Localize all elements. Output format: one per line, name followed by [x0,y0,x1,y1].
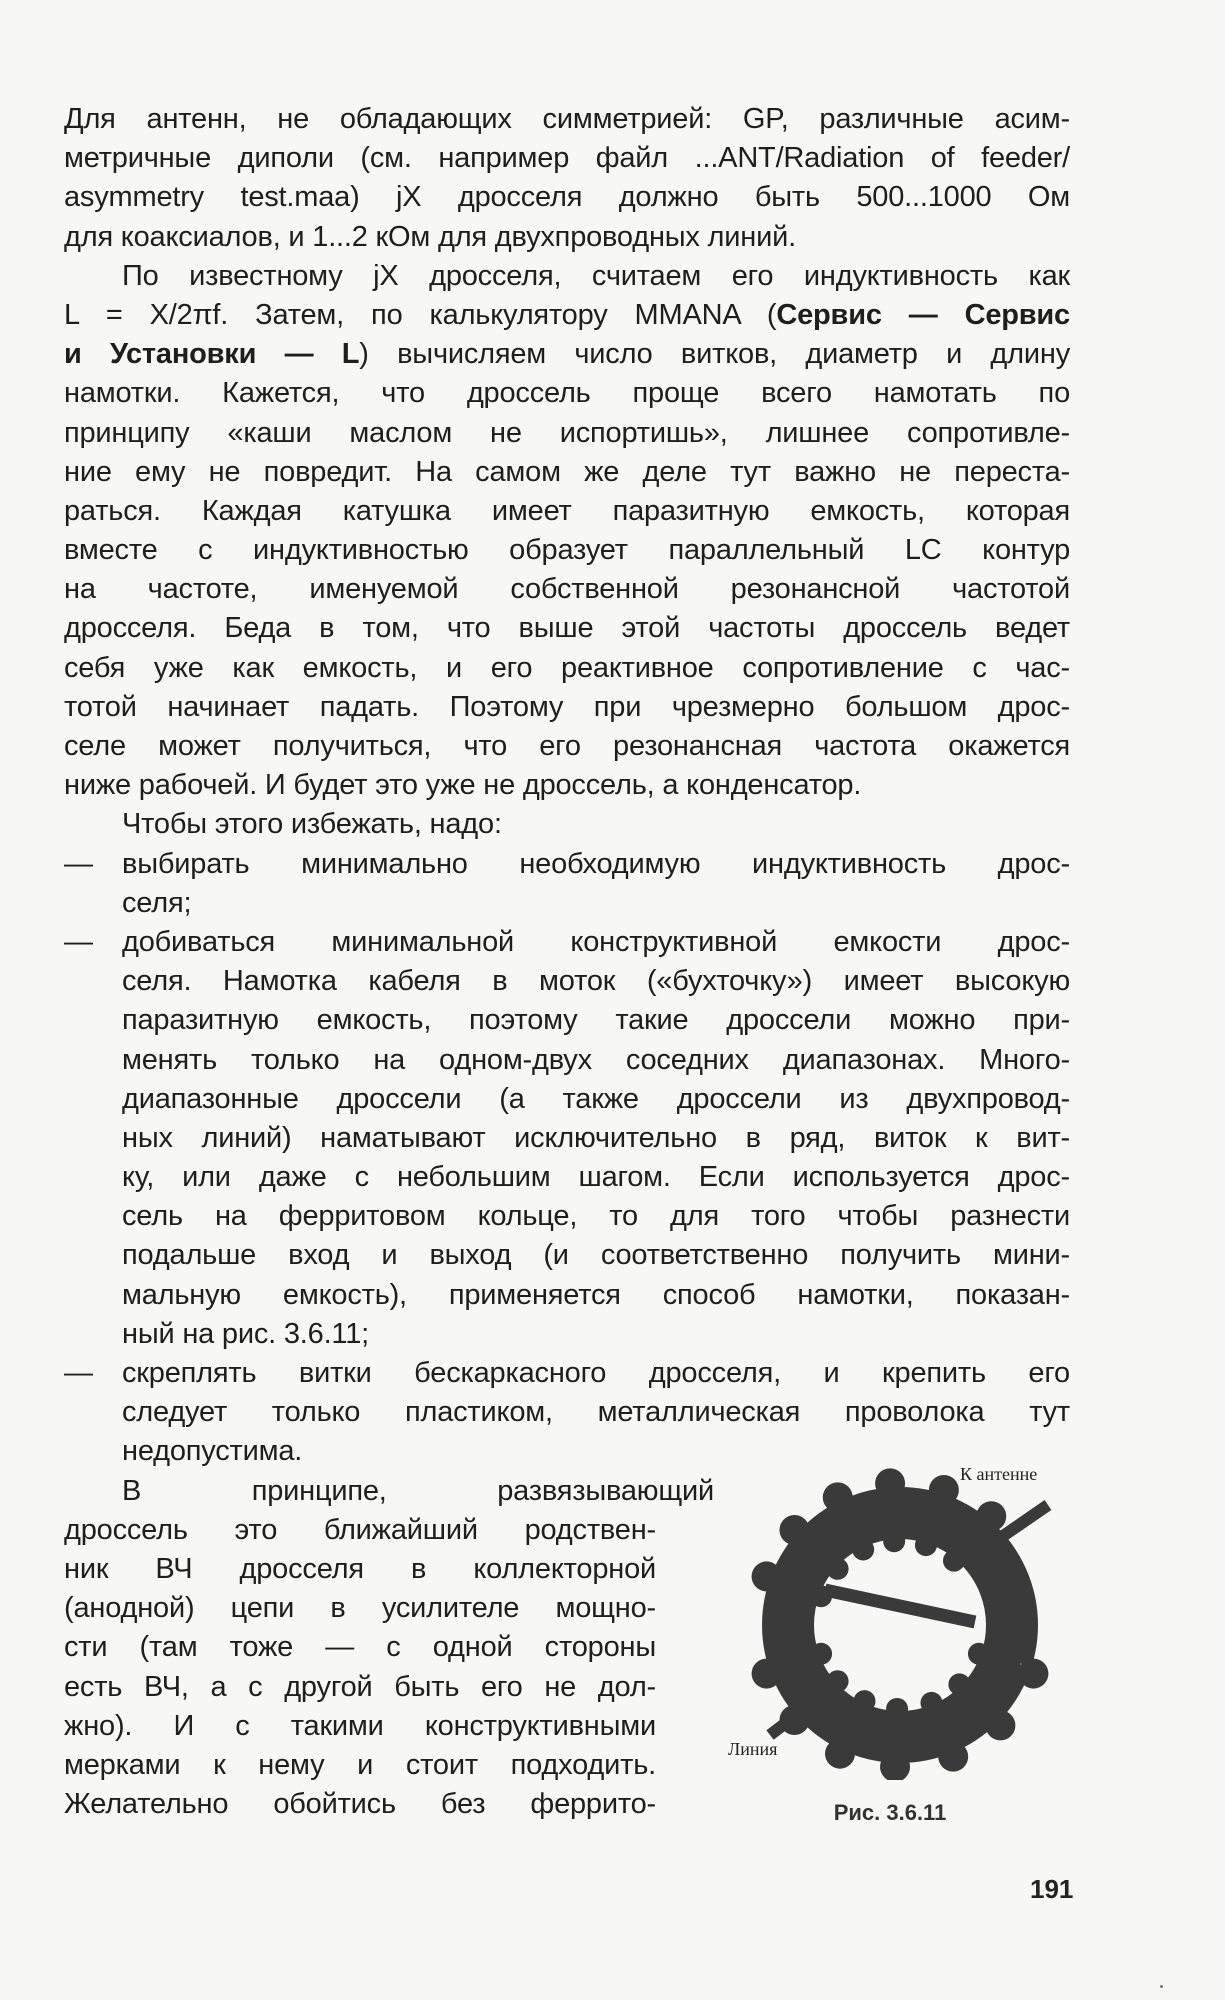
winding-turn-inner [920,1692,942,1714]
line-text: Чтобы этого избежать, надо: [122,808,502,841]
text-line [64,1707,656,1746]
line-text: на частоте, именуемой собственной резонансной частотой [64,573,1070,606]
line-text: намотки. Кажется, что дроссель проще всего намотать по [64,377,1070,410]
text-line [64,766,1070,805]
line-text: диапазонные дроссели (а также дроссели из двухпровод- [122,1082,1070,1115]
text-line [64,178,1070,217]
line-text: дросселя. Беда в том, что выше этой частоты дроссель ведет [64,612,1070,645]
line-text: выбирать минимально необходимую индуктивность дрос- [122,847,1070,880]
line-text: принципу «каши маслом не испортишь», лишнее сопротивле- [64,416,1070,449]
winding-turn-inner [948,1673,970,1695]
line-text: мальную емкость), применяется способ намотки, показан- [122,1278,1070,1311]
line-text: селе может получиться, что его резонансная частота окажется [64,730,1070,762]
text-line [64,1354,1070,1393]
figure-caption: Рис. 3.6.11 [833,1800,947,1825]
text-line [64,1276,1070,1315]
text-line [64,649,1070,688]
winding-turn-inner [943,1550,965,1572]
text-line [64,884,1070,923]
text-line [64,688,1070,727]
line-text: сель на ферритовом кольце, то для того чтобы разнести [122,1200,1070,1233]
text-line [64,492,1070,531]
winding-turn-inner [827,1558,849,1580]
text-line [64,1785,656,1824]
line-text: жно). И с такими конструктивными [64,1709,656,1742]
text-line [64,1001,1070,1040]
text-line [64,923,1070,962]
text-line [64,609,1070,648]
line-text: ние ему не повредит. На самом же деле тут важно не переста- [64,455,1070,488]
text-line [64,727,1070,766]
line-text: паразитную емкость, поэтому такие дроссели можно при- [122,1004,1070,1037]
line-text: селя; [122,886,192,919]
line-text: asymmetry test.maa) jX дросселя должно быть 500...1000 Ом [64,181,1070,214]
toroid-choke-icon [690,1450,1090,1780]
text-line [64,1393,1070,1432]
line-text: раться. Каждая катушка имеет паразитную емкость, которая [64,494,1070,527]
line-text: следует только пластиком, металлическая проволока тут [122,1396,1070,1429]
winding-turn-inner [852,1539,874,1561]
text-line [64,1511,656,1550]
bold-menu-path: и Установки — L [64,338,360,371]
line-label: Линия [728,1739,778,1759]
text-line [64,218,1070,257]
line-text: Желательно обойтись без феррито- [64,1788,656,1821]
bullet-dash: — [64,1357,93,1389]
line-text: дроссель это ближайший родствен- [64,1513,656,1546]
winding-turn-inner [883,1530,905,1552]
line-text: себя уже как емкость, и его реактивное сопротивление с час- [64,651,1070,684]
line-text: (анодной) цепи в усилителе мощно- [64,1592,656,1625]
text-line [64,1746,656,1785]
text-line [64,1472,714,1511]
line-text: вместе с индуктивностью образует параллельный LC контур [64,534,1070,567]
figure-3-6-11 [690,1450,1090,1840]
winding-turn-inner [810,1643,832,1665]
line-text: ку, или даже с небольшим шагом. Если используется дрос- [122,1161,1070,1194]
text-line [64,1119,1070,1158]
line-text: сти (там тоже — с одной стороны [64,1631,656,1664]
text-line [64,139,1070,178]
winding-turn-inner [915,1534,937,1556]
line-text: селя. Намотка кабеля в моток («бухточку») имеет высокую [122,965,1070,998]
line-text: подальше вход и выход (и соответственно получить мини- [122,1239,1070,1272]
text-line [64,1668,656,1707]
text-line [64,1158,1070,1197]
text-segment: ) вычисляем число витков, диаметр и длину [359,338,1070,371]
text-line [64,1197,1070,1236]
winding-turn-inner [827,1670,849,1692]
bold-menu-path: Сервис — Сервис [776,298,1070,331]
text-line [64,374,1070,413]
line-text: недопустима. [122,1435,303,1468]
scan-speck [1160,1985,1163,1988]
bullet-dash: — [64,847,93,880]
text-line [64,1550,656,1589]
winding-turn-inner [854,1690,876,1712]
text-line [64,1589,656,1628]
text-line [64,335,1070,374]
antenna-label: К антенне [960,1464,1038,1484]
line-text: менять только на одном-двух соседних диапазонах. Много- [122,1043,1070,1076]
text-line [64,100,1070,139]
page-number: 191 [1030,1874,1074,1904]
line-text: ных линий) наматывают исключительно в ряд, виток к вит- [122,1121,1070,1154]
line-text: добиваться минимальной конструктивной емкости дрос- [122,925,1070,958]
line-text: ник ВЧ дросселя в коллекторной [64,1552,656,1585]
text-line [64,570,1070,609]
text-line [64,453,1070,492]
text-line [64,1080,1070,1119]
text-line [64,414,1070,453]
line-text: метричные диполи (см. например файл ...ANT/Radiation of feeder/ [64,142,1070,175]
text-line [64,1236,1070,1275]
line-text: мерками к нему и стоит подходить. [64,1748,656,1781]
text-line [64,257,1070,296]
text-segment: L = X/2πf. Затем, по калькулятору MMANA ( [64,298,777,331]
text-line [64,296,1070,335]
text-line [64,845,1070,884]
line-text: Для антенн, не обладающих симметрией: GP, различные асим- [64,103,1070,135]
line-text: По известному jX дросселя, считаем его индуктивность как [122,259,1070,292]
line-text: для коаксиалов, и 1...2 кОм для двухпроводных линий. [64,220,796,253]
line-text: В принципе, развязывающий [122,1474,714,1507]
line-text: ный на рис. 3.6.11; [122,1317,369,1350]
scan-speck [1020,1663,1022,1665]
text-line [64,1315,1070,1354]
winding-turn-inner [968,1643,990,1665]
crossing-wire [825,1590,975,1622]
line-text: ниже рабочей. И будет это уже не дроссель, а конденсатор. [64,769,862,802]
text-line [64,1628,656,1667]
text-line [64,1041,1070,1080]
text-line [64,962,1070,1001]
line-text: тотой начинает падать. Поэтому при чрезмерно большом дрос- [64,690,1070,723]
line-text: скреплять витки бескаркасного дросселя, и крепить его [122,1357,1070,1389]
line-text: есть ВЧ, а с другой быть его не дол- [64,1670,656,1703]
winding-turn-inner [886,1698,908,1720]
text-line [64,531,1070,570]
bullet-dash: — [64,925,93,958]
text-line [64,805,1070,844]
